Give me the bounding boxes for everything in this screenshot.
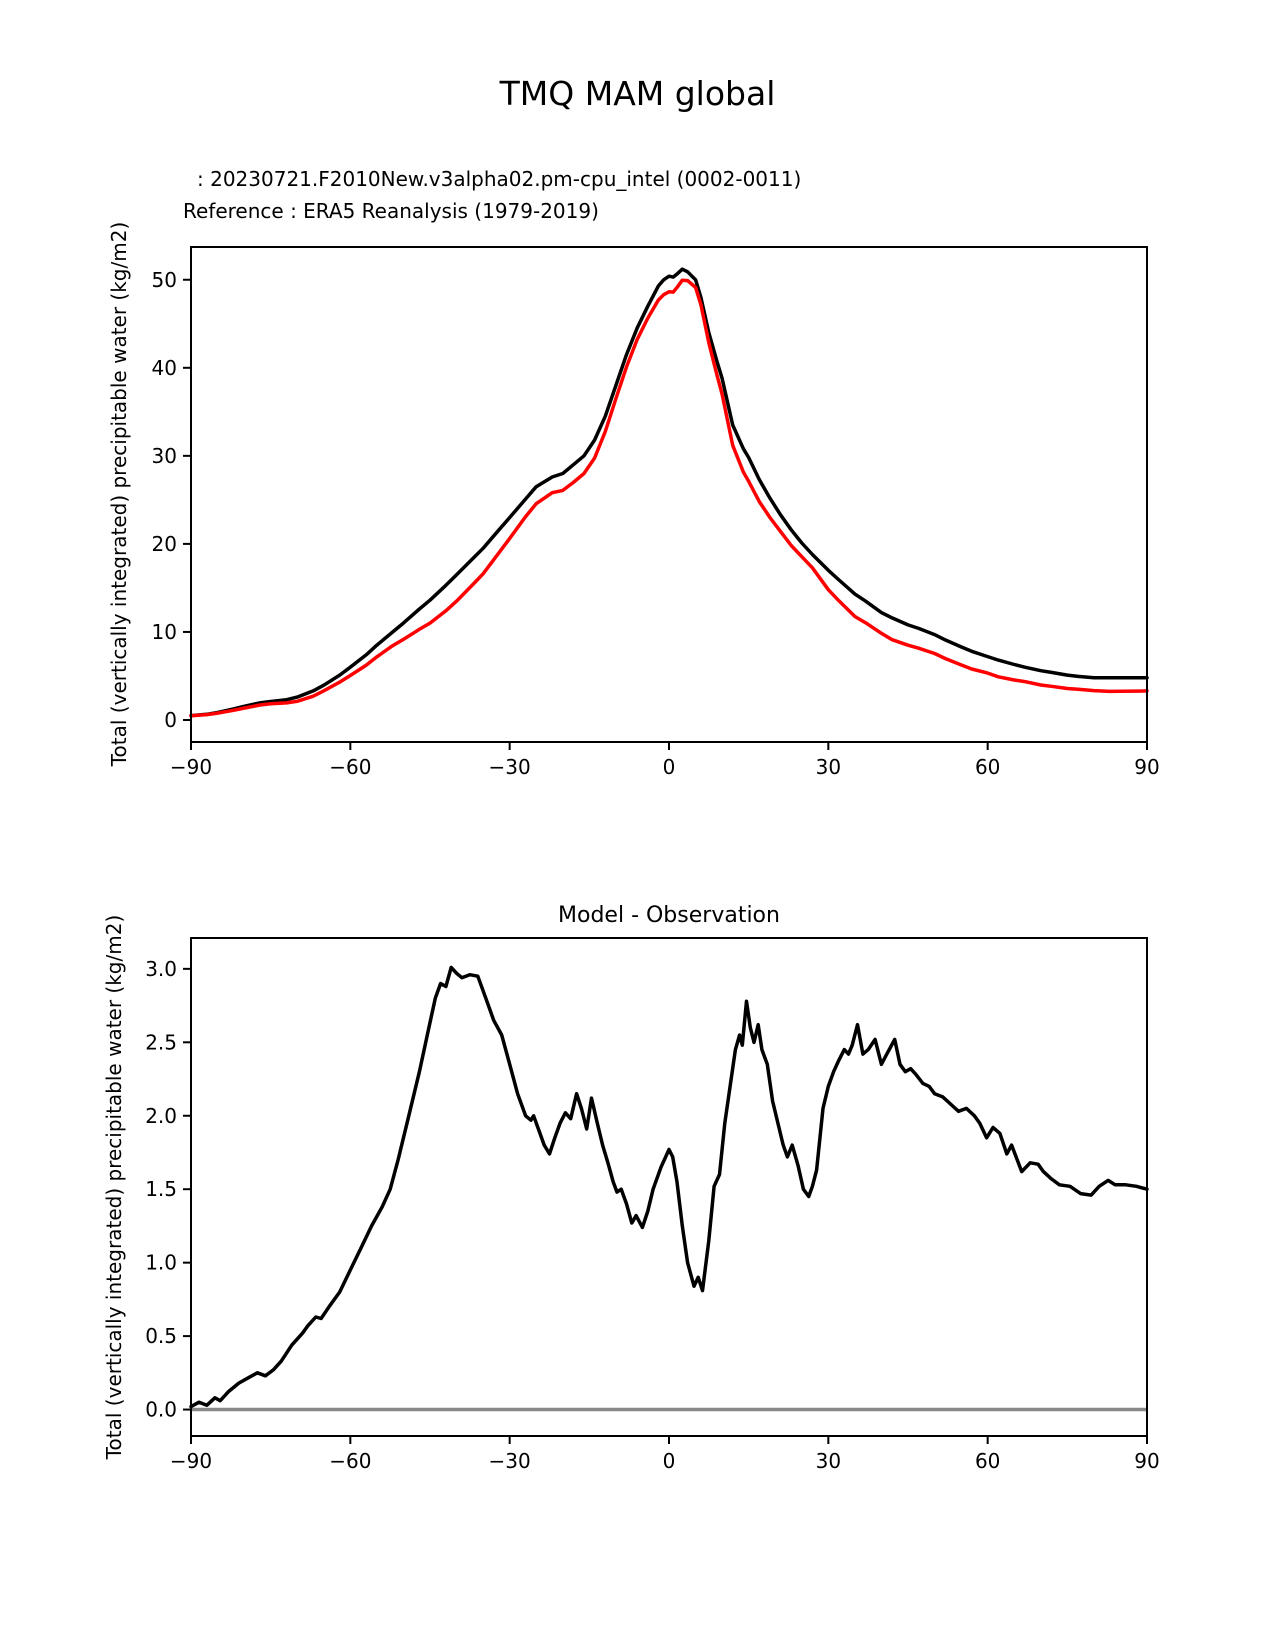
- y-tick-label: 3.0: [145, 956, 177, 981]
- y-tick-label: 30: [151, 443, 177, 468]
- x-tick-label: −90: [169, 1449, 213, 1473]
- bottom-chart-title: Model - Observation: [558, 903, 780, 928]
- x-tick-label: −60: [329, 755, 372, 779]
- bottom-y-axis-label: Total (vertically integrated) precipitable water (kg/m2): [102, 914, 126, 1460]
- series-line-reference: [191, 280, 1147, 716]
- x-tick-label: 0: [662, 755, 676, 779]
- reference-label: Reference : ERA5 Reanalysis (1979-2019): [183, 199, 599, 223]
- x-tick-label: −30: [488, 1449, 531, 1473]
- bottom-chart: [145, 938, 1160, 1473]
- series-line-model: [191, 269, 1147, 715]
- axes-frame: [191, 247, 1147, 742]
- series-line-difference: [191, 967, 1147, 1406]
- x-tick-label: 30: [815, 1449, 842, 1473]
- y-tick-label: 10: [151, 619, 177, 644]
- x-tick-label: −90: [169, 755, 213, 779]
- y-tick-label: 1.0: [145, 1250, 177, 1275]
- axes-frame: [191, 938, 1147, 1436]
- model-run-label: : 20230721.F2010New.v3alpha02.pm-cpu_intel (0002-0011): [197, 167, 802, 191]
- y-tick-label: 40: [151, 355, 177, 380]
- y-tick-label: 0.0: [145, 1397, 177, 1422]
- x-tick-label: −30: [488, 755, 531, 779]
- x-tick-label: 90: [1134, 1449, 1160, 1473]
- y-tick-label: 2.5: [145, 1030, 177, 1055]
- y-tick-label: 50: [151, 267, 177, 292]
- x-tick-label: 0: [662, 1449, 676, 1473]
- top-chart: [152, 247, 1160, 779]
- page-title: TMQ MAM global: [499, 74, 776, 113]
- x-tick-label: −60: [329, 1449, 372, 1473]
- y-tick-label: 1.5: [145, 1177, 177, 1202]
- x-tick-label: 60: [974, 755, 1001, 779]
- y-tick-label: 0.5: [145, 1324, 177, 1349]
- y-tick-label: 0: [164, 707, 177, 732]
- top-y-axis-label: Total (vertically integrated) precipitable water (kg/m2): [107, 221, 131, 767]
- y-tick-label: 20: [151, 531, 177, 556]
- x-tick-label: 30: [815, 755, 842, 779]
- x-tick-label: 90: [1134, 755, 1160, 779]
- x-tick-label: 60: [974, 1449, 1001, 1473]
- y-tick-label: 2.0: [145, 1103, 177, 1128]
